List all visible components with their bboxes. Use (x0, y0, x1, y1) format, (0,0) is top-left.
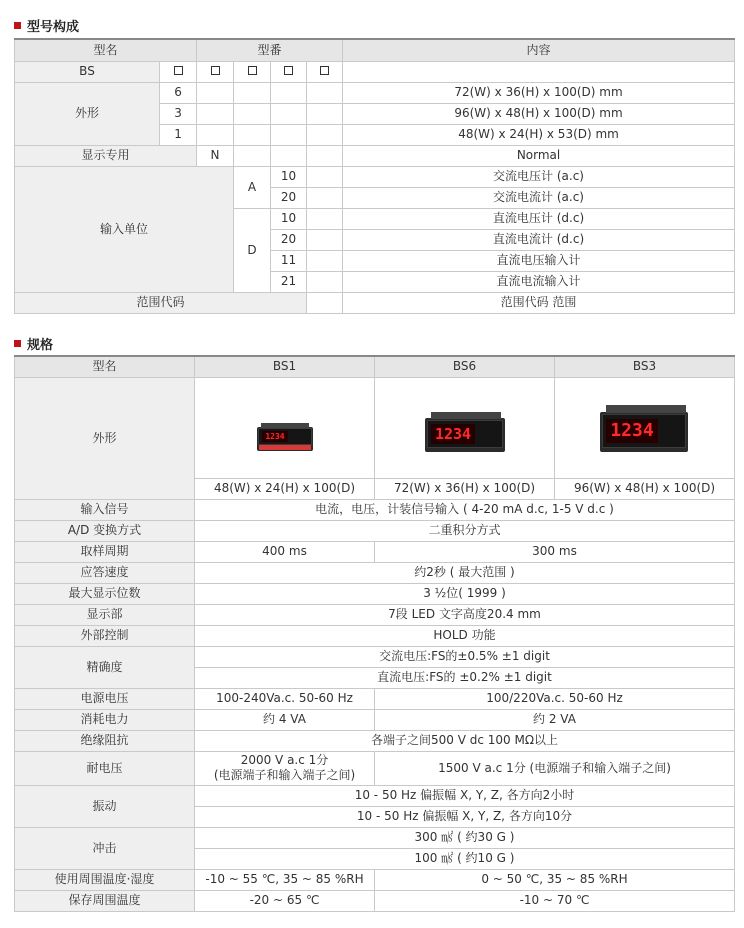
bs1-led-display: 1234 (262, 431, 288, 442)
table-row (15, 292, 735, 313)
power-label: 电源电压 (15, 688, 195, 709)
table-row (15, 562, 735, 583)
consumption-bs1: 约 4 VA (195, 709, 375, 730)
shock-line2: 100 ㎨ ( 约10 G ) (195, 848, 735, 869)
accuracy-ac: 交流电压:FS的±0.5% ±1 digit (195, 646, 735, 667)
table-row (15, 499, 735, 520)
content-cell: Normal (343, 145, 735, 166)
ambient-others: 0 ~ 50 ℃, 35 ~ 85 %RH (375, 869, 735, 890)
code-slot-3 (234, 61, 271, 82)
table-row (15, 890, 735, 911)
accuracy-dc: 直流电压:FS的 ±0.2% ±1 digit (195, 667, 735, 688)
table-row (15, 377, 735, 478)
content-cell: 72(W) x 36(H) x 100(D) mm (343, 82, 735, 103)
ad-label: A/D 变换方式 (15, 520, 195, 541)
bs6-device-image (425, 418, 505, 452)
section-title-model-composition (14, 16, 79, 35)
header-model: 型名 (15, 356, 195, 377)
outline-label: 外形 (15, 377, 195, 499)
table-row (15, 541, 735, 562)
vibration-line1: 10 - 50 Hz 偏振幅 X, Y, Z, 各方向2小时 (195, 785, 735, 806)
red-square-bullet-icon (14, 340, 21, 347)
accuracy-label: 精确度 (15, 646, 195, 688)
withstand-bs1-line2: (电源端子和输入端子之间) (213, 768, 356, 782)
content-cell (343, 61, 735, 82)
response-label: 应答速度 (15, 562, 195, 583)
code-slot-2 (197, 61, 234, 82)
code-cell: 11 (271, 250, 307, 271)
table-row (15, 82, 735, 103)
table-row (15, 145, 735, 166)
sampling-others: 300 ms (375, 541, 735, 562)
table-row (15, 646, 735, 667)
bs6-size: 72(W) x 36(H) x 100(D) (375, 478, 555, 499)
table-row (15, 827, 735, 848)
header-content: 内容 (343, 39, 735, 61)
table-row (15, 709, 735, 730)
code-slot-1 (160, 61, 197, 82)
bs3-size: 96(W) x 48(H) x 100(D) (555, 478, 735, 499)
table-row (15, 688, 735, 709)
empty-square-icon (320, 66, 329, 75)
bs1-size: 48(W) x 24(H) x 100(D) (195, 478, 375, 499)
input-group-d: D (234, 208, 271, 292)
range-code-label: 范围代码 (15, 292, 307, 313)
code-slot-4 (271, 61, 307, 82)
bs3-image-cell (555, 377, 735, 478)
storage-label: 保存周围温度 (15, 890, 195, 911)
content-cell: 直流电压计 (d.c) (343, 208, 735, 229)
storage-bs1: -20 ~ 65 ℃ (195, 890, 375, 911)
ambient-bs1: -10 ~ 55 ℃, 35 ~ 85 %RH (195, 869, 375, 890)
consumption-label: 消耗电力 (15, 709, 195, 730)
shock-label: 冲击 (15, 827, 195, 869)
empty-square-icon (248, 66, 257, 75)
ad-value: 二重积分方式 (195, 520, 735, 541)
table-row (15, 520, 735, 541)
table-row (15, 604, 735, 625)
model-label: BS (15, 61, 160, 82)
empty-square-icon (211, 66, 220, 75)
max-digits-value: 3 ½位( 1999 ) (195, 583, 735, 604)
header-code: 型番 (197, 39, 343, 61)
table-row (15, 625, 735, 646)
content-cell: 交流电压计 (a.c) (343, 166, 735, 187)
table-row (15, 61, 735, 82)
code-cell: 10 (271, 208, 307, 229)
section-title-text: 型号构成 (27, 20, 80, 35)
ambient-label: 使用周围温度·湿度 (15, 869, 195, 890)
table-row (15, 583, 735, 604)
red-square-bullet-icon (14, 22, 21, 29)
withstand-bs1 (195, 751, 375, 785)
code-cell: 10 (271, 166, 307, 187)
shock-line1: 300 ㎨ ( 约30 G ) (195, 827, 735, 848)
content-cell: 48(W) x 24(H) x 53(D) mm (343, 124, 735, 145)
vibration-line2: 10 - 50 Hz 偏振幅 X, Y, Z, 各方向10分 (195, 806, 735, 827)
code-cell: 20 (271, 187, 307, 208)
bs3-device-image (600, 412, 688, 452)
response-value: 约2秒 ( 最大范围 ) (195, 562, 735, 583)
input-group-a: A (234, 166, 271, 208)
input-signal-value: 电流，电压，计装信号输入 ( 4-20 mA d.c, 1-5 V d.c ) (195, 499, 735, 520)
bs1-device-image (257, 427, 313, 451)
empty-square-icon (174, 66, 183, 75)
bs1-image-cell (195, 377, 375, 478)
empty-square-icon (284, 66, 293, 75)
display-label: 显示专用 (15, 145, 197, 166)
table-row (15, 166, 735, 187)
code-cell: 1 (160, 124, 197, 145)
bs3-led-display: 1234 (606, 419, 658, 443)
table-row (15, 869, 735, 890)
section-title-specifications (14, 334, 53, 353)
sampling-bs1: 400 ms (195, 541, 375, 562)
input-signal-label: 输入信号 (15, 499, 195, 520)
header-model: 型名 (15, 39, 197, 61)
ext-control-value: HOLD 功能 (195, 625, 735, 646)
sampling-label: 取样周期 (15, 541, 195, 562)
specifications-table (14, 355, 735, 912)
content-cell: 96(W) x 48(H) x 100(D) mm (343, 103, 735, 124)
code-cell: 6 (160, 82, 197, 103)
content-cell: 交流电流计 (a.c) (343, 187, 735, 208)
outline-label: 外形 (15, 82, 160, 145)
content-cell: 范围代码 范围 (343, 292, 735, 313)
bs6-led-display: 1234 (431, 424, 475, 444)
header-bs1: BS1 (195, 356, 375, 377)
display-label: 显示部 (15, 604, 195, 625)
power-others: 100/220Va.c. 50-60 Hz (375, 688, 735, 709)
bs6-image-cell (375, 377, 555, 478)
consumption-others: 约 2 VA (375, 709, 735, 730)
ext-control-label: 外部控制 (15, 625, 195, 646)
code-cell: 21 (271, 271, 307, 292)
withstand-label: 耐电压 (15, 751, 195, 785)
content-cell: 直流电压输入计 (343, 250, 735, 271)
power-bs1: 100-240Va.c. 50-60 Hz (195, 688, 375, 709)
code-cell: 20 (271, 229, 307, 250)
storage-others: -10 ~ 70 ℃ (375, 890, 735, 911)
insulation-label: 绝缘阻抗 (15, 730, 195, 751)
table-row (15, 730, 735, 751)
code-cell: N (197, 145, 234, 166)
header-bs3: BS3 (555, 356, 735, 377)
table-header-row (15, 39, 735, 61)
vibration-label: 振动 (15, 785, 195, 827)
withstand-others: 1500 V a.c 1分 (电源端子和输入端子之间) (375, 751, 735, 785)
input-unit-label: 输入单位 (15, 166, 234, 292)
model-composition-table (14, 38, 735, 314)
code-cell: 3 (160, 103, 197, 124)
table-row (15, 785, 735, 806)
section-title-text: 规格 (27, 338, 54, 353)
display-value: 7段 LED 文字高度20.4 mm (195, 604, 735, 625)
withstand-bs1-line1: 2000 V a.c 1分 (240, 753, 329, 767)
content-cell: 直流电流输入计 (343, 271, 735, 292)
content-cell: 直流电流计 (d.c) (343, 229, 735, 250)
insulation-value: 各端子之间500 V dc 100 MΩ以上 (195, 730, 735, 751)
table-header-row (15, 356, 735, 377)
code-slot-5 (307, 61, 343, 82)
table-row (15, 751, 735, 785)
max-digits-label: 最大显示位数 (15, 583, 195, 604)
header-bs6: BS6 (375, 356, 555, 377)
